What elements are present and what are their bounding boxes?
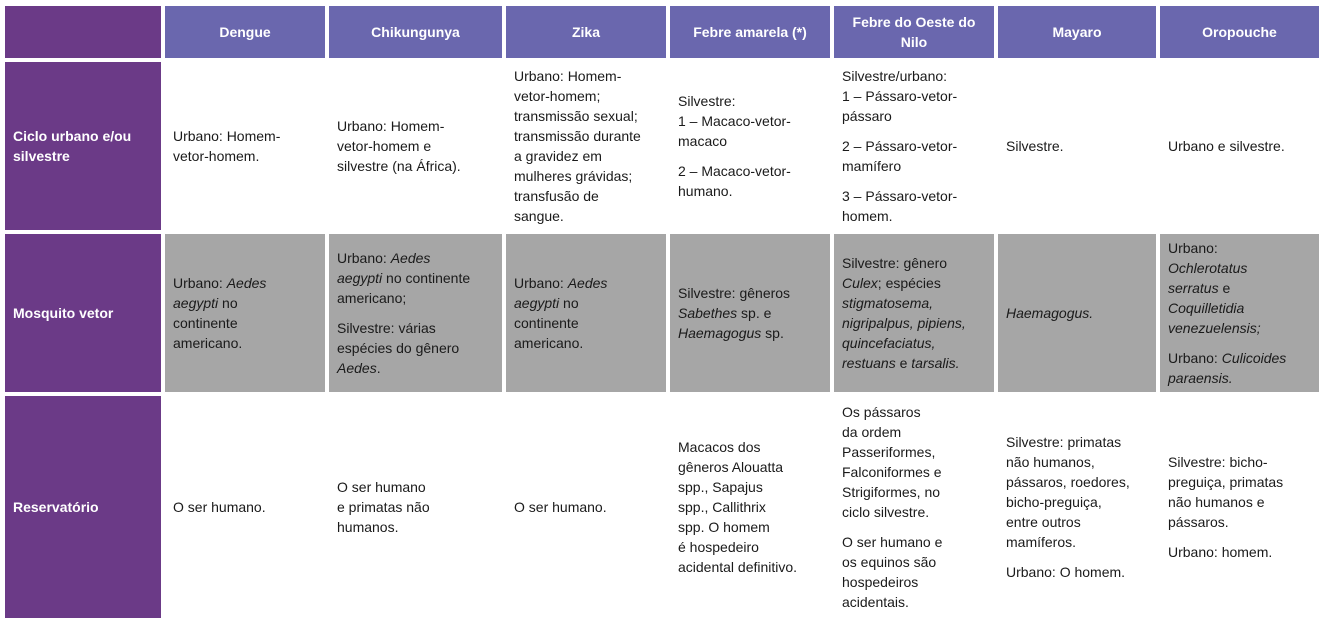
column-header-dengue: Dengue <box>165 6 325 58</box>
column-header-mayaro: Mayaro <box>998 6 1156 58</box>
row-mosquito <box>5 234 1319 392</box>
cell-reservatorio-febre-oeste-nilo: Os pássaros da ordem Passeriformes, Falconiformes e Strigiformes, no ciclo silvestre. O ser humano e os equinos são hospedeiros acidentais. <box>834 396 994 618</box>
cell-ciclo-mayaro: Silvestre. <box>998 62 1156 230</box>
header-row <box>5 6 1319 58</box>
cell-reservatorio-oropouche: Silvestre: bicho- preguiça, primatas não humanos e pássaros. Urbano: homem. <box>1160 396 1319 618</box>
cell-mosquito-febre-oeste-nilo: Silvestre: gênero Culex; espécies stigmatosema, nigripalpus, pipiens, quincefaciatus, restuans e tarsalis. <box>834 234 994 392</box>
cell-ciclo-febre-oeste-nilo: Silvestre/urbano: 1 – Pássaro-vetor- pássaro 2 – Pássaro-vetor- mamífero 3 – Pássaro-vetor- homem. <box>834 62 994 230</box>
corner-cell <box>5 6 161 58</box>
row-header-reservatorio: Reservatório <box>5 396 161 618</box>
cell-ciclo-oropouche: Urbano e silvestre. <box>1160 62 1319 230</box>
column-header-febre-oeste-nilo: Febre do Oeste do Nilo <box>834 6 994 58</box>
column-header-chikungunya: Chikungunya <box>329 6 502 58</box>
cell-reservatorio-chikungunya: O ser humano e primatas não humanos. <box>329 396 502 618</box>
cell-ciclo-dengue: Urbano: Homem- vetor-homem. <box>165 62 325 230</box>
cell-ciclo-zika: Urbano: Homem- vetor-homem; transmissão sexual; transmissão durante a gravidez em mulheres grávidas; transfusão de sangue. <box>506 62 666 230</box>
cell-mosquito-chikungunya: Urbano: Aedes aegypti no continente americano; Silvestre: várias espécies do gênero Aedes. <box>329 234 502 392</box>
column-header-zika: Zika <box>506 6 666 58</box>
arbovirus-comparison-table <box>1 2 1323 622</box>
cell-reservatorio-dengue: O ser humano. <box>165 396 325 618</box>
row-header-mosquito: Mosquito vetor <box>5 234 161 392</box>
cell-ciclo-febre-amarela: Silvestre: 1 – Macaco-vetor- macaco 2 – Macaco-vetor- humano. <box>670 62 830 230</box>
cell-mosquito-zika: Urbano: Aedes aegypti no continente americano. <box>506 234 666 392</box>
cell-mosquito-dengue: Urbano: Aedes aegypti no continente americano. <box>165 234 325 392</box>
column-header-febre-amarela: Febre amarela (*) <box>670 6 830 58</box>
cell-ciclo-chikungunya: Urbano: Homem- vetor-homem e silvestre (na África). <box>329 62 502 230</box>
cell-reservatorio-mayaro: Silvestre: primatas não humanos, pássaros, roedores, bicho-preguiça, entre outros mamíferos. Urbano: O homem. <box>998 396 1156 618</box>
cell-mosquito-febre-amarela: Silvestre: gêneros Sabethes sp. e Haemagogus sp. <box>670 234 830 392</box>
cell-mosquito-mayaro: Haemagogus. <box>998 234 1156 392</box>
row-header-ciclo: Ciclo urbano e/ou silvestre <box>5 62 161 230</box>
column-header-oropouche: Oropouche <box>1160 6 1319 58</box>
cell-reservatorio-febre-amarela: Macacos dos gêneros Alouatta spp., Sapajus spp., Callithrix spp. O homem é hospedeiro acidental definitivo. <box>670 396 830 618</box>
row-reservatorio <box>5 396 1319 618</box>
row-ciclo <box>5 62 1319 230</box>
cell-reservatorio-zika: O ser humano. <box>506 396 666 618</box>
cell-mosquito-oropouche: Urbano: Ochlerotatus serratus e Coquilletidia venezuelensis; Urbano: Culicoides paraensis. <box>1160 234 1319 392</box>
